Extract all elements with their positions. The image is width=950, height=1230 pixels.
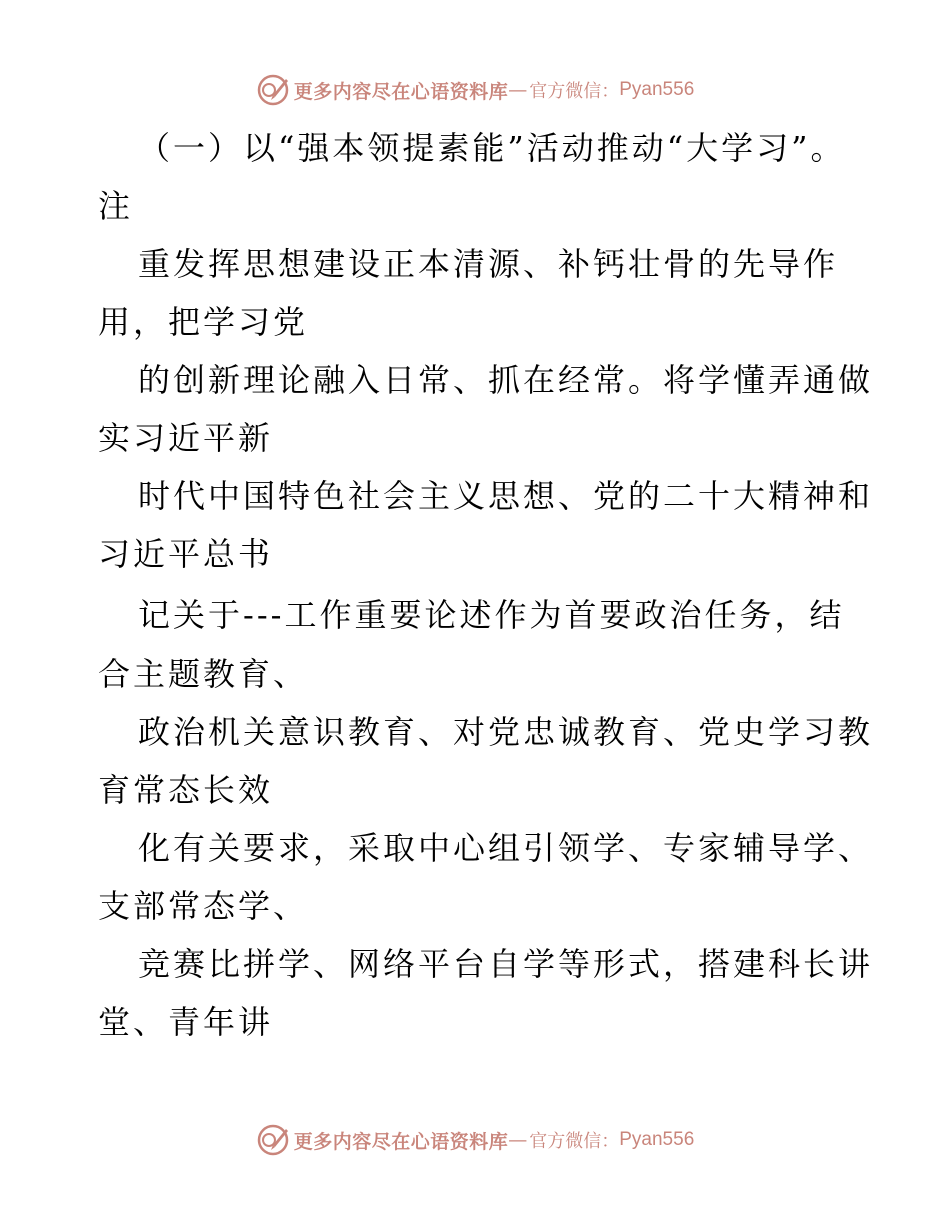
body-line: 记关于---工作重要论述作为首要政治任务，结: [138, 596, 845, 634]
watermark-header: [0, 70, 950, 110]
body-line: 堂、青年讲: [98, 1003, 274, 1041]
body-line: 用，把学习党: [98, 303, 309, 341]
watermark-text: 更多内容尽在心语资料库: [293, 1130, 509, 1153]
watermark-wechat-label: 官方微信：: [529, 81, 620, 102]
watermark-wechat-label: 官方微信：: [529, 1131, 620, 1152]
body-line: 习近平总书: [98, 535, 274, 573]
watermark-wechat-id: Pyan556: [619, 79, 695, 100]
body-line: 政治机关意识教育、对党忠诚教育、党史学习教: [138, 713, 874, 751]
watermark-footer: [0, 1120, 950, 1160]
body-line: 实习近平新: [98, 419, 274, 457]
body-line: （一）以“强本领提素能”活动推动“大学习”。: [138, 129, 846, 167]
body-line: 注: [98, 187, 134, 225]
body-line: 的创新理论融入日常、抓在经常。将学懂弄通做: [138, 361, 874, 399]
watermark-wechat-id: Pyan556: [619, 1129, 695, 1150]
body-line: 化有关要求，采取中心组引领学、专家辅导学、: [138, 829, 874, 867]
pen-logo-icon: [256, 1123, 290, 1157]
body-line: 合主题教育、: [98, 655, 309, 693]
body-line: 支部常态学、: [98, 887, 309, 925]
body-line: 时代中国特色社会主义思想、党的二十大精神和: [138, 477, 874, 515]
watermark-dash: —: [508, 1129, 528, 1151]
watermark-dash: —: [508, 79, 528, 101]
body-line: 重发挥思想建设正本清源、补钙壮骨的先导作: [138, 245, 839, 283]
watermark-text: 更多内容尽在心语资料库: [293, 80, 509, 103]
pen-logo-icon: [256, 73, 290, 107]
body-line: 竞赛比拼学、网络平台自学等形式，搭建科长讲: [138, 945, 874, 983]
body-line: 育常态长效: [98, 771, 274, 809]
